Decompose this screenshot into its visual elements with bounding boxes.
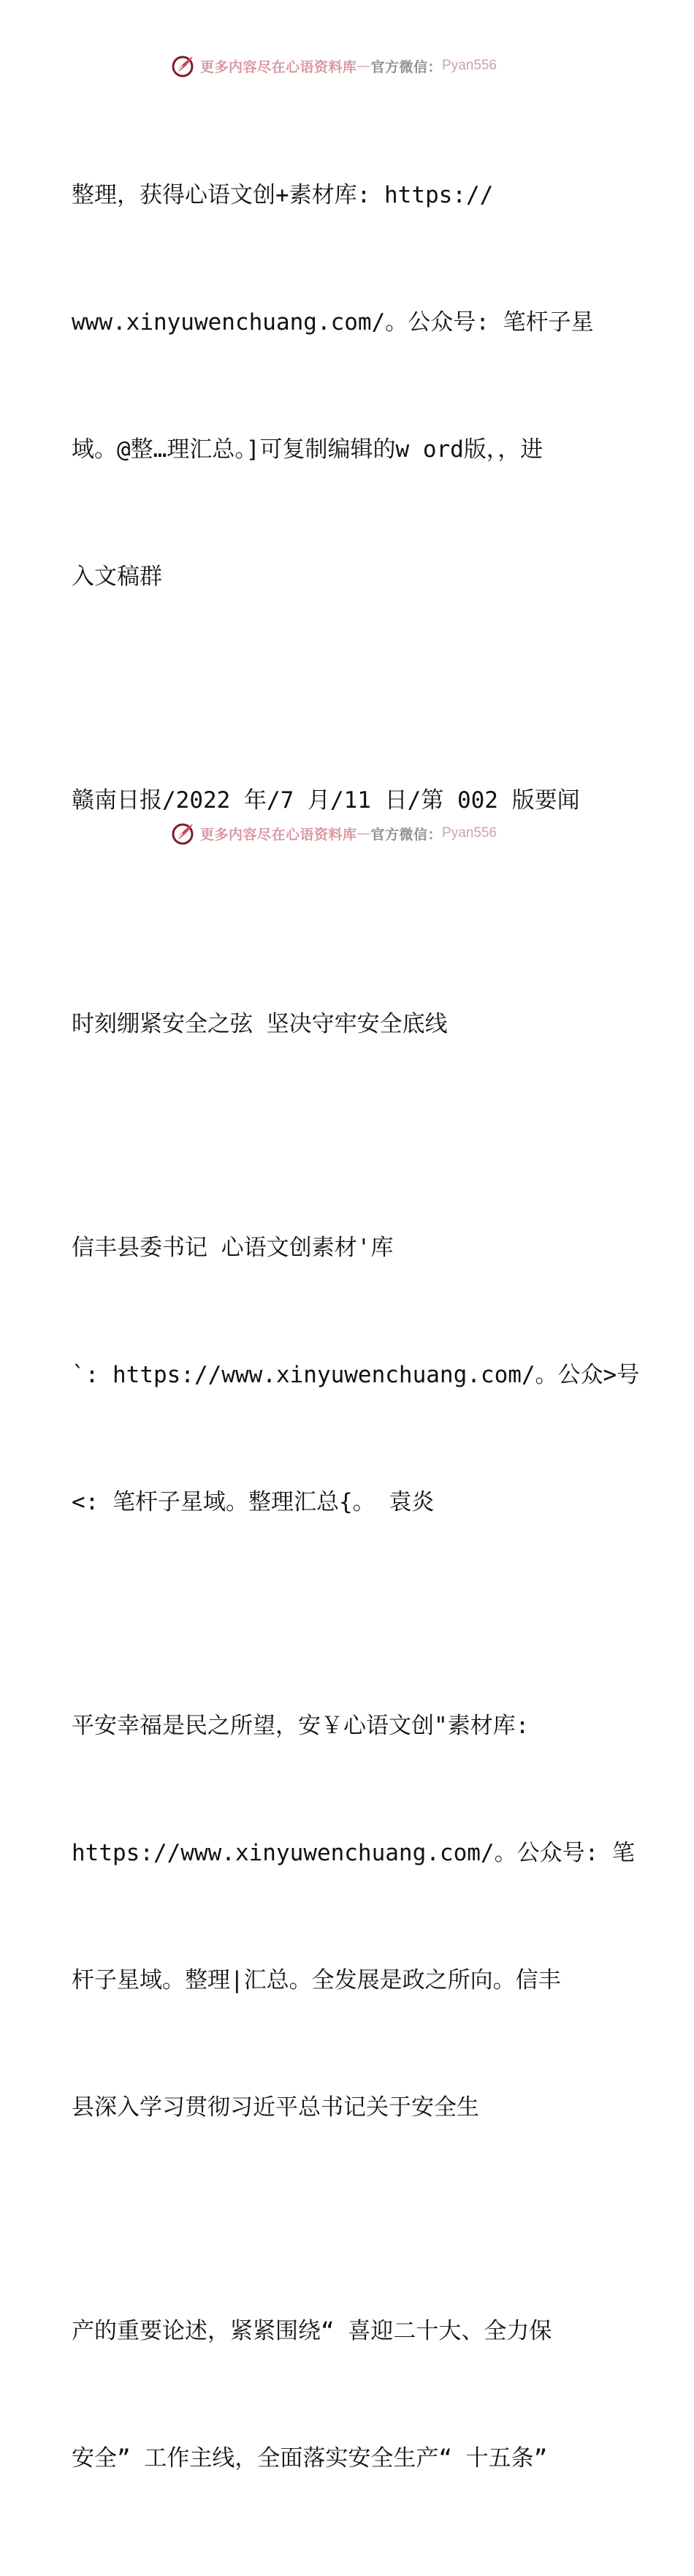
banner-content [171,51,497,80]
paragraph-intro [72,89,627,683]
banner-title: 更多内容尽在心语资料库 [200,826,357,843]
paragraph-headline [72,918,627,1130]
text-line: https://www.xinyuwenchuang.com/。公众号: 笔 [72,1840,635,1866]
banner-content [171,819,497,848]
banner-wechat-label: 官方微信： [370,826,443,843]
text-line: 入文稿群 [72,564,162,590]
paragraph-body-2 [72,2225,627,2564]
banner-separator: — [356,825,371,841]
text-line: 赣南日报/2022 年/7 月/11 日/第 002 版要闻 [72,787,580,814]
paragraph-author [72,1142,640,1608]
quill-pen-logo-icon [171,821,196,846]
text-line: www.xinyuwenchuang.com/。公众号: 笔杆子星 [72,309,594,336]
text-line: `: https://www.xinyuwenchuang.com/。公众>号 [72,1362,640,1388]
text-line: 平安幸福是民之所望，安￥心语文创"素材库: [72,1713,530,1739]
text-line: 整理，获得心语文创+素材库: https:// [72,182,494,208]
paragraph-source [72,694,627,906]
text-line: 信丰县委书记 心语文创素材'库 [72,1235,394,1261]
text-line: <: 笔杆子星域。整理汇总{。 袁炎 [72,1489,435,1515]
document-body [72,89,640,2576]
banner-wechat-id: Pyan556 [442,58,497,73]
text-line: 时刻绷紧安全之弦 坚决守牢安全底线 [72,1011,448,1037]
banner-separator: — [356,58,371,74]
footer-banner [0,819,694,848]
text-line: 安全” 工作主线，全面落实安全生产“ 十五条” [72,2445,548,2471]
text-line: 县深入学习贯彻习近平总书记关于安全生 [72,2094,479,2121]
quill-pen-logo-icon [171,53,196,78]
header-banner [0,51,694,80]
banner-title: 更多内容尽在心语资料库 [200,58,357,75]
text-line: 产的重要论述，紧紧围绕“ 喜迎二十大、全力保 [72,2318,552,2344]
text-line: 域。@整…理汇总。]可复制编辑的w ord版，，进 [72,436,544,463]
banner-wechat-label: 官方微信： [370,58,443,75]
banner-wechat-id: Pyan556 [442,825,497,841]
text-line: 杆子星域。整理|汇总。全发展是政之所向。信丰 [72,1967,561,1993]
paragraph-body-1 [72,1620,635,2213]
